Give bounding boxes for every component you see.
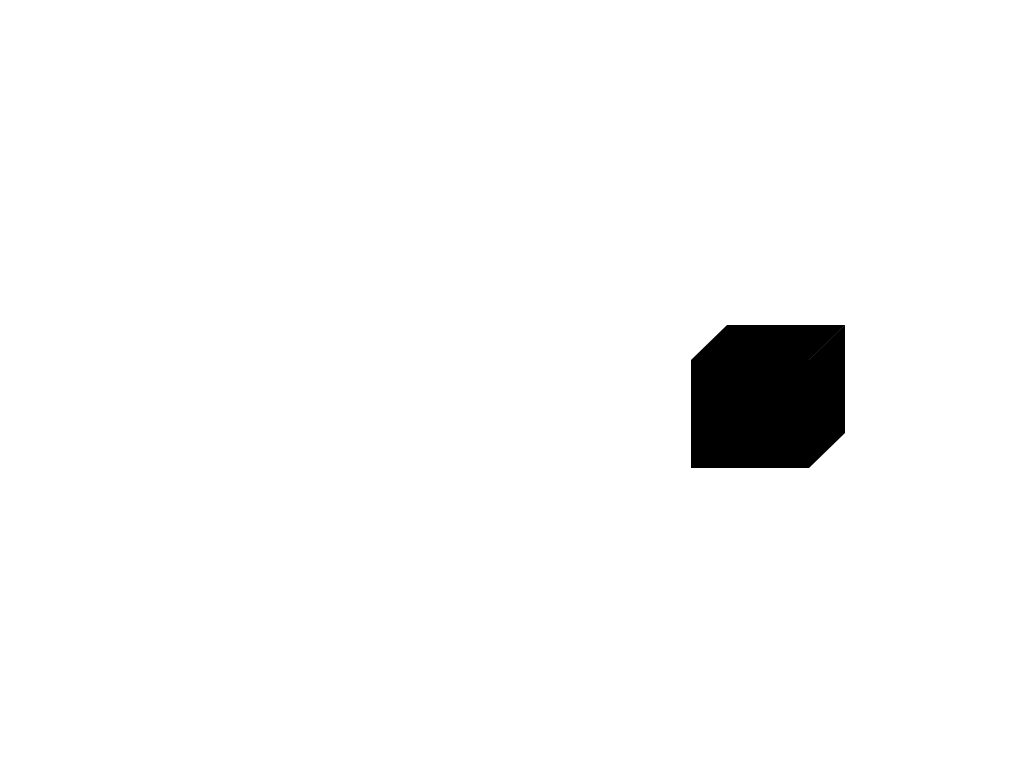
error-equation-1 [527,551,559,595]
estimate-equation-1 [210,330,227,386]
cube-illustration [684,318,854,476]
estimate-equation-2 [188,392,217,448]
equals-sign [178,617,194,659]
cube-front-face [691,360,809,468]
equals-sign [188,466,204,508]
minus-sign [195,617,211,659]
dot-operator [205,405,217,447]
equals-sign [188,405,204,447]
estimate-equation-4 [188,508,204,552]
equals-sign [178,671,194,713]
equals-sign [543,552,559,594]
minus-sign [527,552,543,594]
error-equation-2 [688,612,704,656]
dot-operator [205,466,217,508]
equals-sign [188,509,204,551]
estimate-equation-3 [188,453,217,509]
exact-equation-1 [178,604,212,660]
equals-sign [688,613,704,655]
equals-sign [210,343,226,385]
exact-equation-2 [178,670,194,714]
